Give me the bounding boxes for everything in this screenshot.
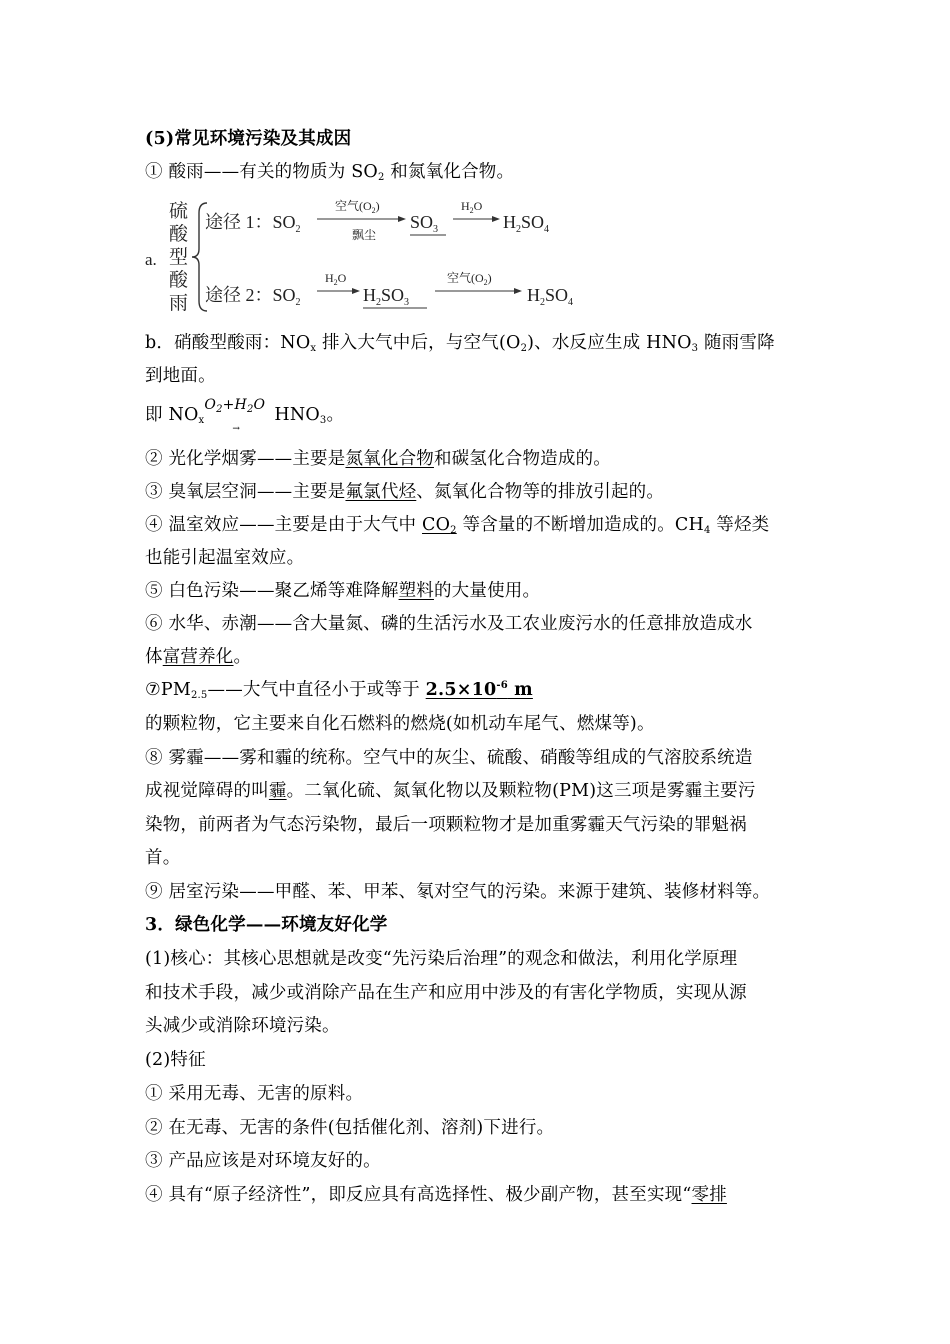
formula-arrow-condition: $O_2+H_2O$ → [204, 403, 274, 427]
side-char: 酸 [169, 224, 189, 245]
route1-mid: $SO_3$ [410, 212, 439, 235]
route2-arrow1-top: $H_2O$ [325, 271, 347, 287]
acid-rain-intro: ① 酸雨——有关的物质为 $SO_2$ 和氮氧化合物。 [145, 162, 515, 183]
route2-label: 途径 2：$SO_2$ [205, 285, 301, 308]
core-line3: 头减少或消除环境污染。 [145, 1016, 340, 1036]
side-label [169, 200, 189, 314]
section-heading-green-chemistry: 3．绿色化学——环境友好化学 [145, 915, 388, 935]
route1-end: $H_2SO_4$ [503, 212, 550, 235]
arrowhead-icon [398, 216, 406, 222]
arrow-icon: → [232, 424, 241, 434]
feature-2: ② 在无毒、无害的条件(包括催化剂、溶剂)下进行。 [145, 1118, 555, 1138]
sulfuric-acid-rain-diagram [145, 197, 595, 317]
item-haze-line2: 成视觉障碍的叫霾。二氧化硫、氮氧化物以及颗粒物(PM)这三项是雾霾主要污 [145, 781, 756, 801]
item-pm25-line2: 的颗粒物，它主要来自化石燃料的燃烧(如机动车尾气、燃煤等)。 [145, 714, 655, 734]
side-char: 雨 [169, 293, 189, 314]
item-haze-line4: 首。 [145, 848, 181, 868]
route2-arrow2-top: 空气$(O_2)$ [447, 271, 492, 287]
nitric-formula: 即 $NO_x$ $O_2+H_2O$ → $HNO_3$。 [145, 403, 810, 427]
route1-arrow2-top: $H_2O$ [461, 199, 483, 215]
item-white-pollution: ⑤ 白色污染——聚乙烯等难降解塑料的大量使用。 [145, 581, 541, 601]
route1-label: 途径 1：$SO_2$ [205, 212, 301, 235]
feature-1: ① 采用无毒、无害的原料。 [145, 1084, 364, 1104]
item-pm25-line1: $⑦PM_{2.5}——$大气中直径小于或等于 $2.5\times 10^{-6}$ m [145, 680, 533, 701]
nitric-acid-rain-line2: 到地面。 [145, 366, 216, 386]
feature-4: ④ 具有“原子经济性”，即反应具有高选择性、极少副产物，甚至实现“零排 [145, 1185, 727, 1205]
item-greenhouse-line1: ④ 温室效应——主要是由于大气中 $CO_2$ 等含量的不断增加造成的。$CH_4$ 等烃类 [145, 515, 770, 536]
arrowhead-icon [492, 216, 500, 222]
side-char: 型 [169, 247, 189, 268]
item-algal-bloom-line2: 体富营养化。 [145, 647, 252, 667]
feature-3: ③ 产品应该是对环境友好的。 [145, 1151, 381, 1171]
side-char: 酸 [169, 270, 189, 291]
item-algal-bloom-line1: ⑥ 水华、赤潮——含大量氮、磷的生活污水及工农业废污水的任意排放造成水 [145, 614, 753, 634]
item-indoor-pollution: ⑨ 居室污染——甲醛、苯、甲苯、氡对空气的污染。来源于建筑、装修材料等。 [145, 882, 771, 902]
route2-mid: $H_2SO_3$ [363, 285, 410, 308]
route1-arrow1-top: 空气$(O_2)$ [335, 199, 380, 215]
item-haze-line1: ⑧ 雾霾——雾和霾的统称。空气中的灰尘、硫酸、硝酸等组成的气溶胶系统造 [145, 748, 753, 768]
arrowhead-icon [514, 288, 522, 294]
route2-end: $H_2SO_4$ [527, 285, 574, 308]
section-heading-pollution: (5)常见环境污染及其成因 [145, 129, 352, 149]
item-ozone-hole: ③ 臭氧层空洞——主要是氟氯代烃、氮氧化合物等的排放引起的。 [145, 482, 665, 502]
nitric-acid-rain-line1: b．硝酸型酸雨：$NO_x$ 排入大气中后，与空气$(O_2)$、水反应生成 $HNO_3$ 随雨雪降 [145, 333, 775, 354]
item-photochemical-smog: ② 光化学烟雾——主要是氮氧化合物和碳氢化合物造成的。 [145, 449, 611, 469]
arrowhead-icon [352, 288, 360, 294]
route1-arrow1-bottom: 飘尘 [352, 228, 377, 242]
item-greenhouse-line2: 也能引起温室效应。 [145, 548, 305, 568]
side-char: 硫 [169, 201, 189, 222]
core-line1: (1)核心：其核心思想就是改变“先污染后治理”的观念和做法，利用化学原理 [145, 949, 738, 969]
features-heading: (2)特征 [145, 1050, 206, 1070]
diagram-prefix: a. [145, 250, 157, 269]
item-haze-line3: 染物，前两者为气态污染物，最后一项颗粒物才是加重雾霾天气污染的罪魁祸 [145, 815, 747, 835]
core-line2: 和技术手段，减少或消除产品在生产和应用中涉及的有害化学物质，实现从源 [145, 983, 747, 1003]
